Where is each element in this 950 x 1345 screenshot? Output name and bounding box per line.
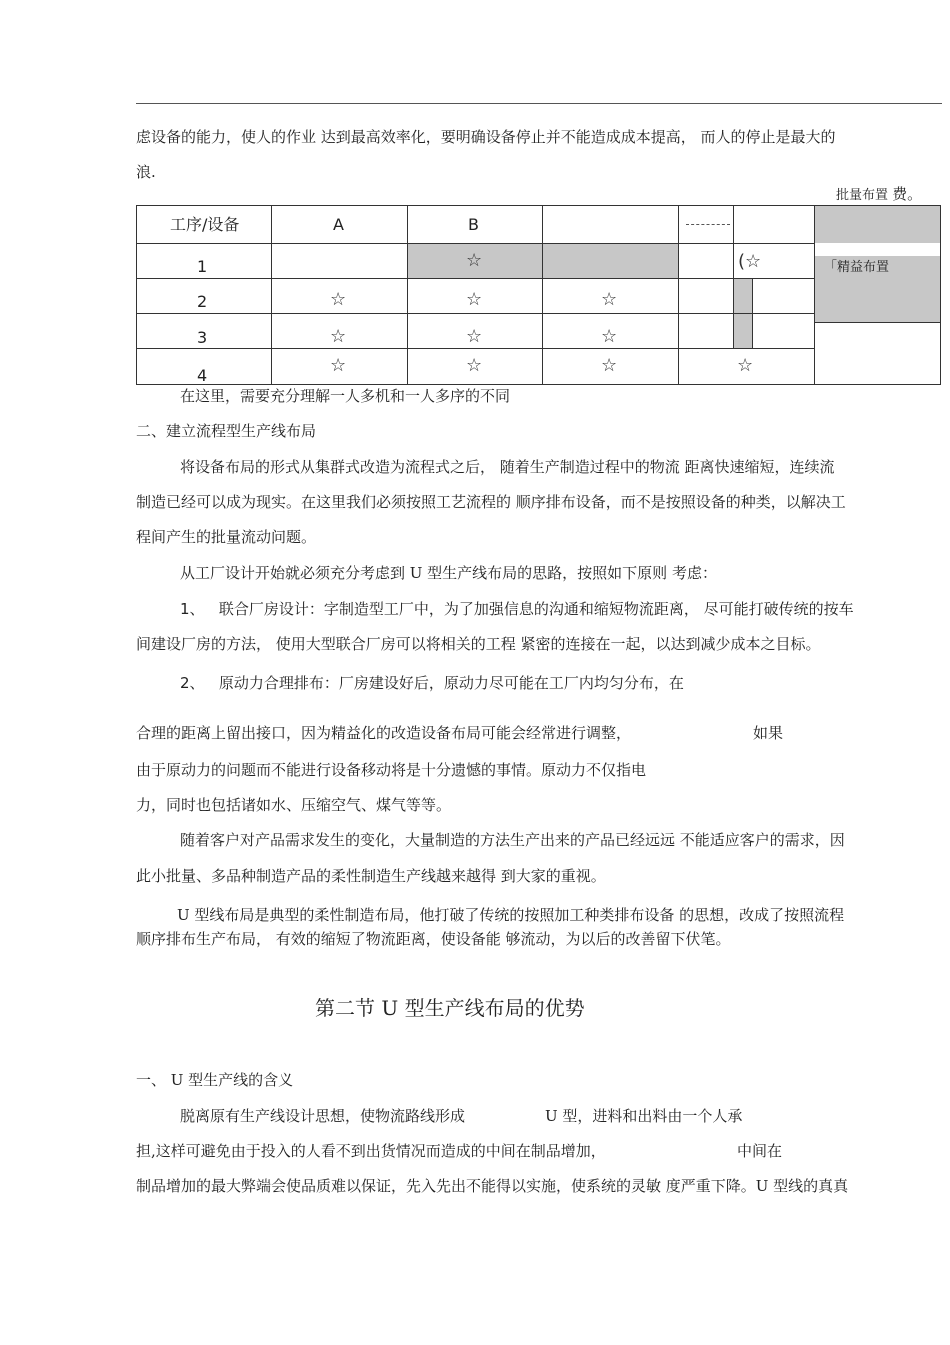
table-hline	[136, 313, 814, 314]
paragraph-line: 浪.	[136, 163, 156, 181]
paragraph-line: 程间产生的批量流动问题。	[136, 528, 317, 546]
table-vline	[752, 278, 753, 348]
star-icon: ☆	[330, 289, 347, 310]
header-b: B	[468, 215, 479, 234]
star-icon: ☆	[601, 355, 618, 376]
paragraph-line: 随着客户对产品需求发生的变化，大量制造的方法生产出来的产品已经远远 不能适应客户的需求，因	[180, 831, 845, 849]
paragraph-line: 制造已经可以成为现实。在这里我们必须按照工艺流程的 顺序排布设备，而不是按照设备的种类，以解决工	[136, 493, 846, 511]
dashed-mark	[686, 224, 730, 225]
table-vline	[271, 205, 272, 385]
paragraph-line: 此小批量、多品种制造产品的柔性制造生产线越来越得 到大家的重视。	[136, 867, 606, 885]
list-item: 1、 联合厂房设计：字制造型工厂中，为了加强信息的沟通和缩短物流距离， 尽可能打破传统的按车	[180, 600, 854, 618]
header-rule	[136, 103, 942, 104]
paragraph-line: 脱离原有生产线设计思想，使物流路线形成	[180, 1107, 466, 1125]
table-vline	[814, 205, 815, 385]
paragraph-line: 将设备布局的形式从集群式改造为流程式之后， 随着生产制造过程中的物流 距离快速缩短，连续流	[180, 458, 835, 476]
header-process-equipment: 工序/设备	[170, 215, 240, 234]
star-icon: ☆	[330, 355, 347, 376]
list-item: 2、 原动力合理排布：厂房建设好后，原动力尽可能在工厂内均匀分布，在	[180, 674, 684, 692]
star-icon: (☆	[738, 251, 762, 272]
row-label: 2	[197, 292, 208, 311]
paragraph-line: 虑设备的能力，使人的作业 达到最高效率化，要明确设备停止并不能造成成本提高， 而人的停止是最大的	[136, 128, 836, 146]
paragraph-line: U 型线布局是典型的柔性制造布局，他打破了传统的按照加工种类排布设备 的思想，改成了按照流程	[177, 906, 845, 924]
row-label: 4	[197, 366, 208, 385]
paragraph-line: 制品增加的最大弊端会使品质难以保证，先入先出不能得以实施，使系统的灵敏 度严重下降。U 型线的真真	[136, 1177, 849, 1195]
row-label: 1	[197, 257, 208, 276]
star-icon: ☆	[601, 289, 618, 310]
table-hline	[814, 322, 940, 323]
paragraph-line: U 型，进料和出料由一个人承	[545, 1107, 743, 1125]
paragraph-line: 中间在	[737, 1142, 783, 1160]
table-hline	[136, 348, 814, 349]
lean-layout-label: 「精益布置	[824, 260, 890, 275]
table-hline	[136, 278, 814, 279]
paragraph-line: 力，同时也包括诸如水、压缩空气、煤气等等。	[136, 796, 452, 814]
star-icon: ☆	[466, 250, 483, 271]
row-label: 3	[197, 328, 208, 347]
table-vline	[542, 205, 543, 385]
paragraph-line: 如果	[753, 724, 784, 742]
star-icon: ☆	[737, 355, 754, 376]
star-icon: ☆	[466, 326, 483, 347]
star-icon: ☆	[330, 326, 347, 347]
paragraph-line: 担,这样可避免由于投入的人看不到出货情况而造成的中间在制品增加，	[136, 1142, 606, 1160]
star-icon: ☆	[466, 355, 483, 376]
table-vline	[733, 205, 734, 348]
paragraph-line: 合理的距离上留出接口，因为精益化的改造设备布局可能会经常进行调整，	[136, 724, 632, 742]
batch-layout-note: 批量布置 费。	[836, 185, 923, 203]
table-vline	[678, 205, 679, 385]
star-icon: ☆	[466, 289, 483, 310]
table-vline	[407, 205, 408, 385]
subsection-heading: 一、 U 型生产线的含义	[136, 1071, 294, 1089]
table-frame	[136, 205, 941, 385]
header-a: A	[333, 215, 344, 234]
section-heading: 二、建立流程型生产线布局	[136, 422, 317, 440]
section-title: 第二节 U 型生产线布局的优势	[315, 996, 585, 1020]
paragraph-line: 由于原动力的问题而不能进行设备移动将是十分遗憾的事情。原动力不仅指电	[136, 761, 647, 779]
star-icon: ☆	[601, 326, 618, 347]
paragraph-line: 从工厂设计开始就必须充分考虑到 U 型生产线布局的思路，按照如下原则 考虑：	[180, 564, 717, 582]
table-note: 在这里，需要充分理解一人多机和一人多序的不同	[180, 387, 511, 405]
paragraph-line: 顺序排布生产布局， 有效的缩短了物流距离，使设备能 够流动，为以后的改善留下伏笔。	[136, 930, 731, 948]
table-hline	[136, 243, 814, 244]
paragraph-line: 间建设厂房的方法， 使用大型联合厂房可以将相关的工程 紧密的连接在一起，以达到减少成本之目标。	[136, 635, 821, 653]
